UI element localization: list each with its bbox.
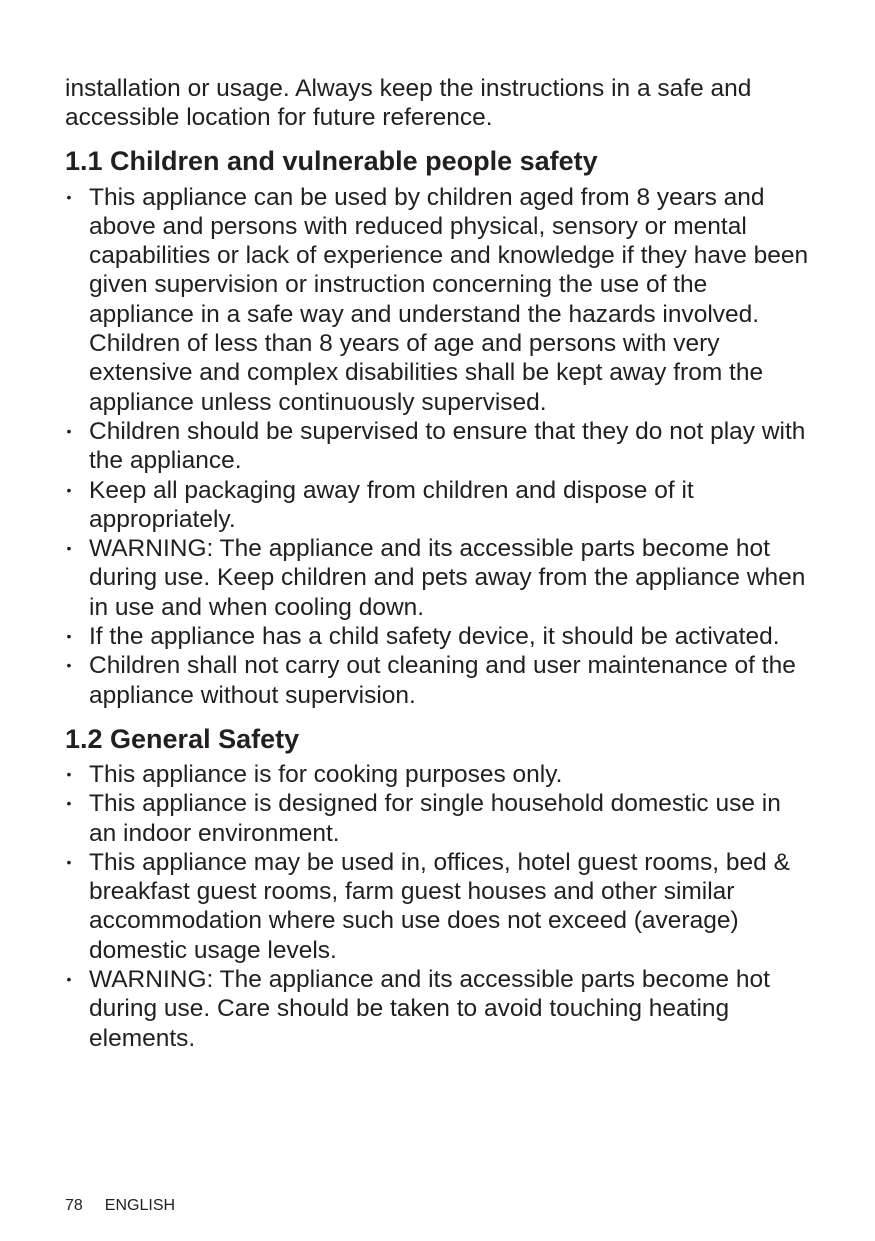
bullet-icon: • <box>66 795 72 812</box>
bullet-icon: • <box>66 628 72 645</box>
list-item <box>65 183 810 417</box>
document-page <box>65 74 810 1053</box>
bullet-icon: • <box>66 540 72 557</box>
bullet-icon: • <box>66 657 72 674</box>
bullet-icon: • <box>66 422 72 439</box>
page-number: 78 <box>65 1197 83 1214</box>
list-item <box>65 965 810 1053</box>
general-safety-list <box>65 760 810 1053</box>
list-item <box>65 476 810 535</box>
bullet-icon: • <box>66 853 72 870</box>
section-heading-children-safety: 1.1 Children and vulnerable people safety <box>65 145 598 176</box>
list-item-text: This appliance is for cooking purposes only. <box>89 760 563 788</box>
bullet-icon: • <box>66 765 72 782</box>
list-item-text: This appliance may be used in, offices, hotel guest rooms, bed & breakfast guest rooms, farm guest houses and other similar accommodation where such use does not exceed (average) domestic usage levels. <box>89 848 790 964</box>
list-item <box>65 789 810 848</box>
list-item <box>65 760 810 789</box>
list-item-text: WARNING: The appliance and its accessible parts become hot during use. Care should be taken to avoid touching heating elements. <box>89 966 770 1052</box>
list-item-text: If the appliance has a child safety device, it should be activated. <box>89 623 780 651</box>
list-item-text: This appliance is designed for single household domestic use in an indoor environment. <box>89 790 781 847</box>
bullet-icon: • <box>66 971 72 988</box>
list-item <box>65 848 810 965</box>
list-item <box>65 622 810 651</box>
list-item <box>65 534 810 622</box>
section-heading-general-safety: 1.2 General Safety <box>65 723 300 754</box>
bullet-icon: • <box>66 188 72 205</box>
children-safety-list <box>65 183 810 710</box>
intro-paragraph: installation or usage. Always keep the instructions in a safe and accessible location for future reference. <box>65 75 752 132</box>
bullet-icon: • <box>66 481 72 498</box>
footer-language: ENGLISH <box>104 1197 176 1214</box>
page-footer <box>65 1196 175 1216</box>
list-item-text: Children should be supervised to ensure that they do not play with the appliance. <box>89 417 806 475</box>
list-item-text: Children shall not carry out cleaning and user maintenance of the appliance without supervision. <box>89 652 796 709</box>
list-item <box>65 417 810 476</box>
list-item-text: WARNING: The appliance and its accessible parts become hot during use. Keep children and pets away from the appliance when in use and when cooling down. <box>89 535 806 621</box>
list-item <box>65 651 810 710</box>
list-item-text: This appliance can be used by children aged from 8 years and above and persons with reduced physical, sensory or mental capabilities or lack of experience and knowledge if they have been given supervision or instruction concerning the use of the appliance in a safe way and understand the hazards involved. Children of less than 8 years of age and persons with very extensive and complex disabilities shall be kept away from the appliance unless continuously supervised. <box>89 183 809 416</box>
list-item-text: Keep all packaging away from children and dispose of it appropriately. <box>89 476 694 533</box>
